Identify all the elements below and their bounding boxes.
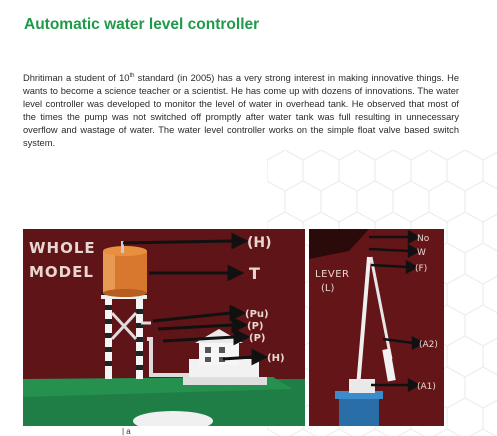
- cropped-caption: | a: [122, 427, 131, 436]
- page-title: Automatic water level controller: [24, 16, 260, 33]
- label-a2: (A2): [419, 340, 438, 350]
- label-h-top: (H): [247, 235, 272, 251]
- paragraph-rest: standard (in 2005) has a very strong interest in making innovative things. He wants to become a science teacher or a scientist. He has come up with dozens of innovations. The water level controller was developed to monitor the level of water in overhead tank. He observed that most of the times the pump was not switched off promptly after water tank was full resulting in unnecessary overflow and wastage of water. The water level controller works on the simple float valve based switch system.: [23, 73, 460, 149]
- chalk-label-l: (L): [321, 283, 335, 294]
- label-p2: (P): [249, 333, 266, 344]
- label-no: No: [417, 234, 430, 244]
- label-p1: (P): [247, 321, 264, 332]
- label-f: (F): [415, 264, 428, 274]
- ordinal-suffix: th: [129, 72, 135, 79]
- lever-photo: [309, 229, 444, 426]
- chalk-label-lever: LEVER: [315, 269, 350, 280]
- label-t: T: [249, 264, 260, 283]
- paragraph-start: Dhritiman a student of 10: [23, 73, 130, 83]
- label-h-bottom: (H): [267, 353, 285, 364]
- water-tank: [103, 241, 147, 297]
- label-pu: (Pu): [245, 309, 269, 320]
- chalk-label-model: MODEL: [29, 263, 94, 281]
- whole-model-photo: [23, 229, 305, 426]
- chalk-label-whole: WHOLE: [29, 239, 96, 257]
- description-paragraph: [23, 72, 459, 151]
- label-w: W: [417, 248, 426, 258]
- label-a1: (A1): [417, 382, 436, 392]
